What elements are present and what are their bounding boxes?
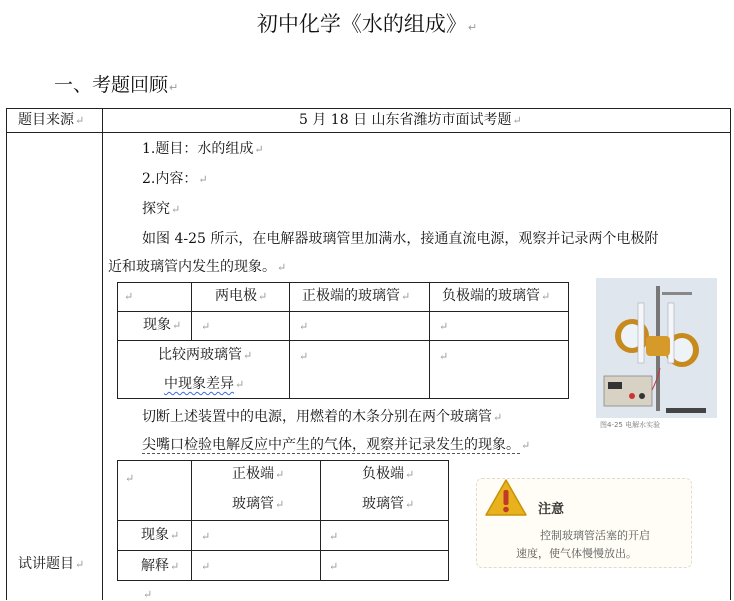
t2-header-positive-a: 正极端↵ (232, 466, 285, 482)
content-line-4: 如图 4-25 所示，在电解器玻璃管里加满水，接通直流电源，观察并记录两个电极附 (142, 231, 659, 247)
source-label: 题目来源↵ (18, 112, 85, 128)
photo-caption: 图4-25 电解水实验 (600, 421, 661, 429)
t1-row-compare-a: 比较两玻璃管↵ (158, 347, 253, 363)
content-line-5: 近和玻璃管内发生的现象。↵ (108, 259, 287, 275)
content-line-7: 尖嘴口检验电解反应中产生的气体，观察并记录发生的现象。↵ (142, 437, 531, 453)
section-heading: 一、考题回顾↵ (54, 74, 179, 96)
t2-empty-header: ↵ (125, 472, 135, 485)
t1-cell-mark: ↵ (439, 350, 449, 363)
t1-row-compare-b: 中现象差异↵ (164, 376, 245, 392)
t1-header-positive-tube: 正极端的玻璃管↵ (302, 288, 411, 304)
electrolysis-apparatus-photo (596, 278, 717, 418)
content-line-3: 探究↵ (142, 201, 181, 217)
trailing-paragraph-mark: ↵ (143, 588, 153, 601)
t2-row-phenomenon: 现象↵ (141, 527, 180, 543)
note-title: 注意 (538, 502, 565, 517)
note-line-1: 控制玻璃管活塞的开启 (540, 529, 650, 542)
t1-cell-mark: ↵ (201, 320, 211, 333)
content-line-6: 切断上述装置中的电源，用燃着的木条分别在两个玻璃管↵ (142, 409, 503, 425)
t2-header-negative-b: 玻璃管↵ (362, 496, 415, 512)
source-value: 5 月 18 日 山东省潍坊市面试考题↵ (299, 112, 522, 128)
t2-header-negative-a: 负极端↵ (362, 466, 415, 482)
document-title: 初中化学《水的组成》↵ (256, 12, 478, 36)
t2-cell-mark: ↵ (329, 530, 339, 543)
topic-label: 试讲题目↵ (18, 556, 85, 572)
note-line-2: 速度，使气体慢慢放出。 (516, 547, 637, 560)
t2-cell-mark: ↵ (201, 560, 211, 573)
t1-empty-header: ↵ (124, 290, 134, 303)
t2-row-explanation: 解释↵ (141, 558, 180, 574)
t1-header-negative-tube: 负极端的玻璃管↵ (442, 288, 551, 304)
t2-header-positive-b: 玻璃管↵ (232, 496, 285, 512)
content-line-1: 1.题目：水的组成↵ (142, 141, 264, 157)
content-line-2: 2.内容：↵ (142, 171, 208, 187)
t2-cell-mark: ↵ (329, 560, 339, 573)
t1-cell-mark: ↵ (299, 320, 309, 333)
t2-cell-mark: ↵ (201, 530, 211, 543)
warning-icon (484, 478, 528, 522)
t1-header-electrodes: 两电极↵ (215, 288, 268, 304)
t1-cell-mark: ↵ (299, 350, 309, 363)
t1-cell-mark: ↵ (439, 320, 449, 333)
t1-row-phenomenon: 现象↵ (143, 317, 182, 333)
